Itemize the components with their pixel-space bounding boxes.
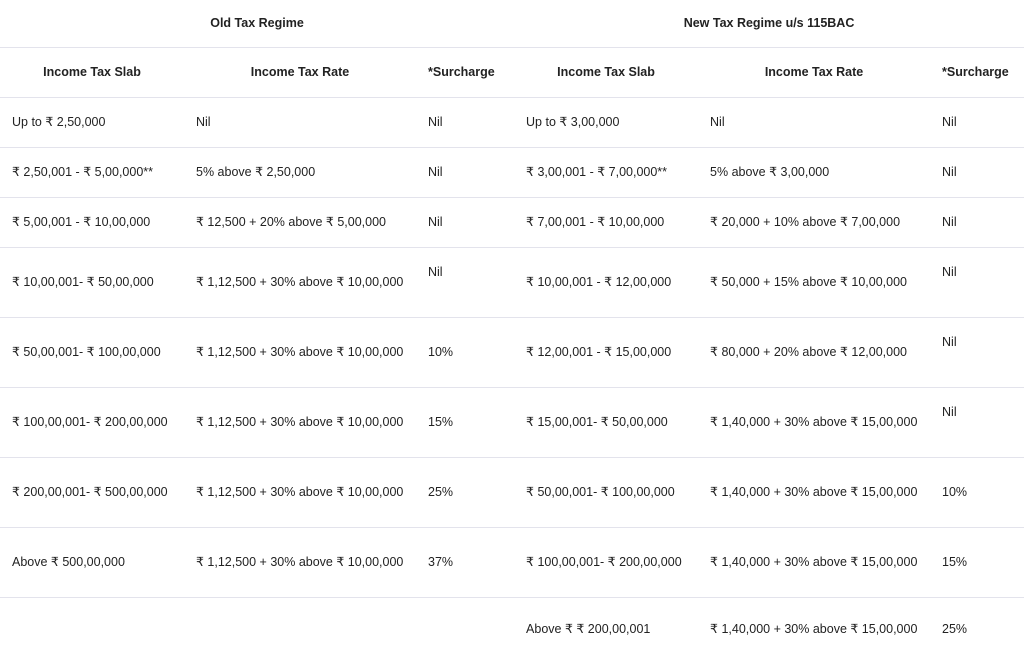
new-slab-cell: Up to ₹ 3,00,000 xyxy=(514,97,698,147)
old-slab-cell xyxy=(0,597,184,658)
old-rate-cell: ₹ 1,12,500 + 30% above ₹ 10,00,000 xyxy=(184,527,416,597)
new-rate-cell: ₹ 80,000 + 20% above ₹ 12,00,000 xyxy=(698,317,930,387)
table-row xyxy=(0,317,1024,387)
old-rate-header: Income Tax Rate xyxy=(184,47,416,97)
table-row xyxy=(0,197,1024,247)
new-slab-cell: ₹ 10,00,001 - ₹ 12,00,000 xyxy=(514,247,698,317)
new-rate-cell: 5% above ₹ 3,00,000 xyxy=(698,147,930,197)
new-surcharge-header: *Surcharge xyxy=(930,47,1024,97)
column-header-row xyxy=(0,47,1024,97)
new-surcharge-cell: Nil xyxy=(930,147,1024,197)
old-rate-cell: ₹ 1,12,500 + 30% above ₹ 10,00,000 xyxy=(184,387,416,457)
new-rate-cell: ₹ 50,000 + 15% above ₹ 10,00,000 xyxy=(698,247,930,317)
new-slab-cell: ₹ 15,00,001- ₹ 50,00,000 xyxy=(514,387,698,457)
old-regime-title: Old Tax Regime xyxy=(0,0,514,47)
old-rate-cell: Nil xyxy=(184,97,416,147)
old-rate-cell: 5% above ₹ 2,50,000 xyxy=(184,147,416,197)
table-row xyxy=(0,247,1024,317)
new-rate-cell: ₹ 1,40,000 + 30% above ₹ 15,00,000 xyxy=(698,457,930,527)
new-slab-cell: ₹ 100,00,001- ₹ 200,00,000 xyxy=(514,527,698,597)
new-slab-cell: ₹ 7,00,001 - ₹ 10,00,000 xyxy=(514,197,698,247)
new-surcharge-cell: Nil xyxy=(930,247,1024,317)
new-slab-cell: ₹ 50,00,001- ₹ 100,00,000 xyxy=(514,457,698,527)
old-slab-cell: ₹ 50,00,001- ₹ 100,00,000 xyxy=(0,317,184,387)
table-row xyxy=(0,147,1024,197)
old-surcharge-cell: 37% xyxy=(416,527,514,597)
new-slab-cell: Above ₹ ₹ 200,00,001 xyxy=(526,621,651,636)
old-surcharge-cell: 15% xyxy=(416,387,514,457)
old-slab-cell: ₹ 200,00,001- ₹ 500,00,000 xyxy=(0,457,184,527)
new-rate-cell: ₹ 1,40,000 + 30% above ₹ 15,00,000 xyxy=(698,527,930,597)
old-slab-header: Income Tax Slab xyxy=(0,47,184,97)
old-surcharge-cell: Nil xyxy=(416,247,514,317)
old-slab-cell: ₹ 100,00,001- ₹ 200,00,000 xyxy=(0,387,184,457)
old-rate-cell xyxy=(184,597,416,658)
new-rate-cell: ₹ 1,40,000 + 30% above ₹ 15,00,000 xyxy=(710,621,918,636)
new-surcharge-cell: 10% xyxy=(930,457,1024,527)
new-regime-title: New Tax Regime u/s 115BAC xyxy=(514,0,1024,47)
old-slab-cell: Up to ₹ 2,50,000 xyxy=(0,97,184,147)
new-rate-cell: ₹ 1,40,000 + 30% above ₹ 15,00,000 xyxy=(698,387,930,457)
new-surcharge-cell: Nil xyxy=(930,97,1024,147)
old-rate-cell: ₹ 12,500 + 20% above ₹ 5,00,000 xyxy=(184,197,416,247)
new-slab-cell: ₹ 3,00,001 - ₹ 7,00,000** xyxy=(514,147,698,197)
new-slab-header: Income Tax Slab xyxy=(514,47,698,97)
new-rate-cell: ₹ 20,000 + 10% above ₹ 7,00,000 xyxy=(698,197,930,247)
old-slab-cell: ₹ 2,50,001 - ₹ 5,00,000** xyxy=(0,147,184,197)
old-slab-cell: ₹ 5,00,001 - ₹ 10,00,000 xyxy=(0,197,184,247)
regime-header-row xyxy=(0,0,1024,47)
new-surcharge-cell: 15% xyxy=(930,527,1024,597)
old-rate-cell: ₹ 1,12,500 + 30% above ₹ 10,00,000 xyxy=(184,457,416,527)
old-surcharge-cell: 10% xyxy=(416,317,514,387)
table-row xyxy=(0,527,1024,597)
old-rate-cell: ₹ 1,12,500 + 30% above ₹ 10,00,000 xyxy=(184,247,416,317)
new-surcharge-cell: Nil xyxy=(930,387,1024,457)
old-rate-cell: ₹ 1,12,500 + 30% above ₹ 10,00,000 xyxy=(184,317,416,387)
table-row xyxy=(0,457,1024,527)
table-row xyxy=(0,597,1024,658)
old-surcharge-cell: Nil xyxy=(416,97,514,147)
new-surcharge-cell: Nil xyxy=(930,197,1024,247)
old-surcharge-header: *Surcharge xyxy=(416,47,514,97)
old-slab-cell: Above ₹ 500,00,000 xyxy=(0,527,184,597)
new-surcharge-cell: 25% xyxy=(942,621,968,636)
old-surcharge-cell xyxy=(416,597,514,658)
old-surcharge-cell: Nil xyxy=(416,147,514,197)
old-slab-cell: ₹ 10,00,001- ₹ 50,00,000 xyxy=(0,247,184,317)
table-row xyxy=(0,97,1024,147)
table-row xyxy=(0,387,1024,457)
new-slab-cell: ₹ 12,00,001 - ₹ 15,00,000 xyxy=(514,317,698,387)
old-surcharge-cell: 25% xyxy=(416,457,514,527)
new-rate-cell: Nil xyxy=(698,97,930,147)
new-surcharge-cell: Nil xyxy=(930,317,1024,387)
new-rate-header: Income Tax Rate xyxy=(698,47,930,97)
old-surcharge-cell: Nil xyxy=(416,197,514,247)
